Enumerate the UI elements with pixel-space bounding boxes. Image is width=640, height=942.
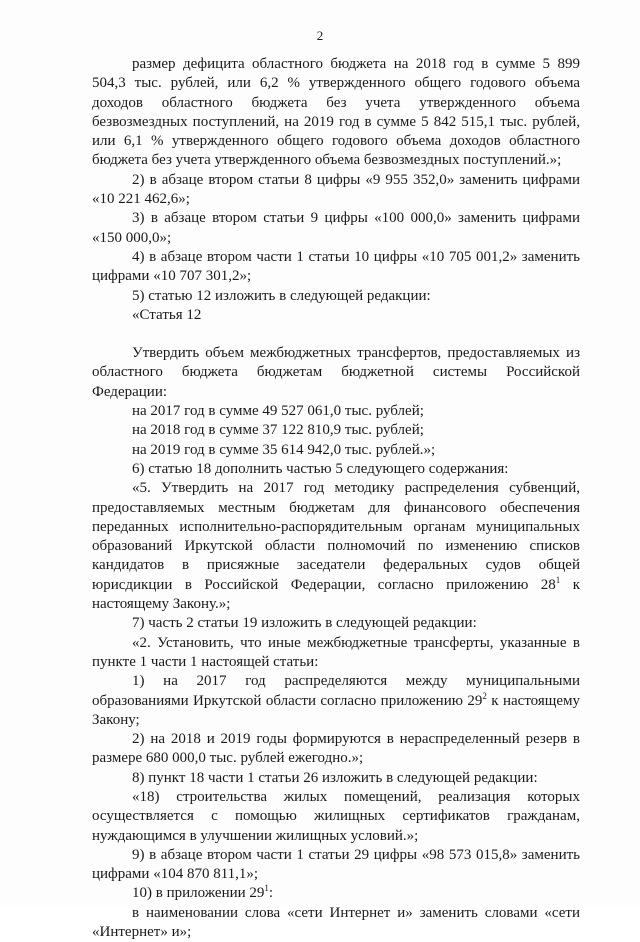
paragraph-item-10 xyxy=(92,884,580,903)
page-number: 2 xyxy=(316,28,324,43)
paragraph-title-change: в наименовании слова «сети Интернет и» заменить словами «сети «Интернет» и»; xyxy=(92,904,580,941)
paragraph-subventions xyxy=(92,479,580,614)
paragraph-item-4: 4) в абзаце втором части 1 статьи 10 цифры «10 705 001,2» заменить цифрами «10 707 301,2»; xyxy=(92,248,580,285)
paragraph-item-7: 7) часть 2 статьи 19 изложить в следующей редакции: xyxy=(132,615,477,632)
paragraph-year-2017: на 2017 год в сумме 49 527 061,0 тыс. рублей; xyxy=(132,403,424,420)
paragraph-sub-1 xyxy=(92,672,580,730)
paragraph-item-3: 3) в абзаце втором статьи 9 цифры «100 000,0» заменить цифрами «150 000,0»; xyxy=(92,210,580,246)
paragraph-year-2018: на 2018 год в сумме 37 122 810,9 тыс. рублей; xyxy=(132,422,424,439)
document-body xyxy=(92,55,580,942)
superscript: 1 xyxy=(555,574,561,585)
sub-1-text: 1) на 2017 год распределяются между муниципальными образованиями Иркутской области согласно приложению 29 xyxy=(92,673,580,709)
sub-1-tail: к настоящему Закону; xyxy=(92,692,580,728)
paragraph-year-2019: на 2019 год в сумме 35 614 942,0 тыс. рублей.»; xyxy=(132,441,436,458)
paragraph-item-6: 6) статью 18 дополнить частью 5 следующего содержания: xyxy=(132,460,509,477)
paragraph-item-2: 2) в абзаце втором статьи 8 цифры «9 955 352,0» заменить цифрами «10 221 462,6»; xyxy=(92,171,580,208)
superscript: 1 xyxy=(264,883,269,894)
subventions-text: «5. Утвердить на 2017 год методику распределения субвенций, предоставляемых местным бюджетам для финансового обеспечения переданных исполнительно-распорядительным органам муниципальных образований Иркутской области полномочий по изменению списков кандидатов в присяжные заседатели федеральных судов общей юрисдикции в Российской Федерации, согласно приложению 28 xyxy=(92,480,580,593)
paragraph-point-18: «18) строительства жилых помещений, реализация которых осуществляется с помощью жилищных сертификатов гражданам, нуждающимся в улучшении жилищных условий.»; xyxy=(92,788,580,844)
subventions-tail: к настоящему Закону.»; xyxy=(92,576,580,613)
item-10-tail: : xyxy=(268,885,274,902)
paragraph-item-8: 8) пункт 18 части 1 статьи 26 изложить в следующей редакции: xyxy=(132,769,538,786)
paragraph-sub-2: 2) на 2018 и 2019 годы формируются в нераспределенный резерв в размере 680 000,0 тыс. рублей ежегодно.»; xyxy=(92,731,580,767)
paragraph-item-5: 5) статью 12 изложить в следующей редакции: xyxy=(132,287,431,304)
paragraph-item-9: 9) в абзаце втором части 1 статьи 29 цифры «98 573 015,8» заменить цифрами «104 870 811,1»; xyxy=(92,846,580,883)
article-heading: «Статья 12 xyxy=(132,306,202,323)
item-10-text: 10) в приложении 29 xyxy=(132,885,265,902)
superscript: 2 xyxy=(482,690,487,701)
paragraph-deficit: размер дефицита областного бюджета на 2018 год в сумме 5 899 504,3 тыс. рублей, или 6,2 % утвержденного общего годового объема доходов областного бюджета без учета утвержденного объема безвозмездных поступлений, на 2019 год в сумме 5 842 515,1 тыс. рублей, или 6,1 % утвержденного общего годового объема доходов областного бюджета без учета утвержденного объема безвозмездных поступлений.»; xyxy=(92,56,580,169)
paragraph-part-2: «2. Установить, что иные межбюджетные трансферты, указанные в пункте 1 части 1 настоящей статьи: xyxy=(92,634,580,670)
paragraph-transfers: Утвердить объем межбюджетных трансфертов, предоставляемых из областного бюджета бюджетам бюджетной системы Российской Федерации: xyxy=(92,345,580,400)
blank-line xyxy=(92,325,580,344)
